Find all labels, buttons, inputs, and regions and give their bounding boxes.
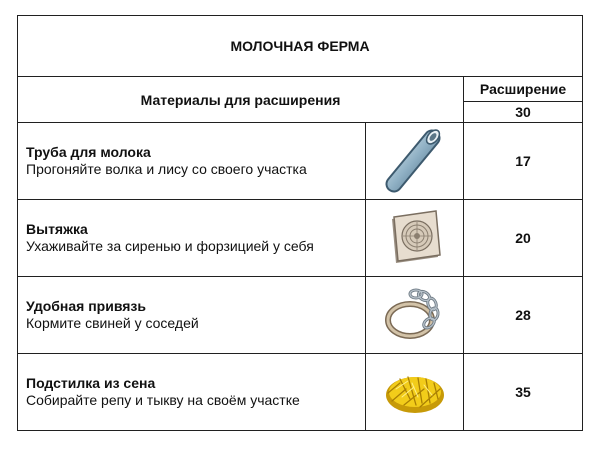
item-text-cell (18, 277, 366, 354)
milk-pipe-icon (380, 128, 450, 194)
item-value: 20 (464, 200, 583, 277)
table-row (18, 200, 583, 277)
item-value: 28 (464, 277, 583, 354)
item-image-cell (366, 200, 464, 277)
item-image-cell (366, 277, 464, 354)
item-name: Удобная привязь (26, 298, 146, 314)
table-row (18, 277, 583, 354)
item-value: 35 (464, 354, 583, 431)
table-row (18, 354, 583, 431)
table-title: МОЛОЧНАЯ ФЕРМА (18, 16, 583, 77)
item-text-cell (18, 354, 366, 431)
chain-tether-icon (380, 282, 450, 348)
hay-bedding-icon (380, 359, 450, 425)
item-description: Прогоняйте волка и лису со своего участка (26, 161, 307, 177)
exhaust-fan-icon (380, 205, 450, 271)
item-description: Кормите свиней у соседей (26, 315, 199, 331)
item-name: Вытяжка (26, 221, 88, 237)
item-image-cell (366, 123, 464, 200)
item-name: Подстилка из сена (26, 375, 156, 391)
expansion-header: Расширение (464, 77, 583, 102)
expansion-level: 30 (464, 102, 583, 123)
item-text-cell (18, 200, 366, 277)
item-text-cell (18, 123, 366, 200)
table-row (18, 123, 583, 200)
item-image-cell (366, 354, 464, 431)
item-value: 17 (464, 123, 583, 200)
materials-table (17, 15, 583, 431)
materials-header: Материалы для расширения (18, 77, 464, 123)
item-description: Ухаживайте за сиренью и форзицией у себя (26, 238, 314, 254)
item-description: Собирайте репу и тыкву на своём участке (26, 392, 300, 408)
item-name: Труба для молока (26, 144, 151, 160)
